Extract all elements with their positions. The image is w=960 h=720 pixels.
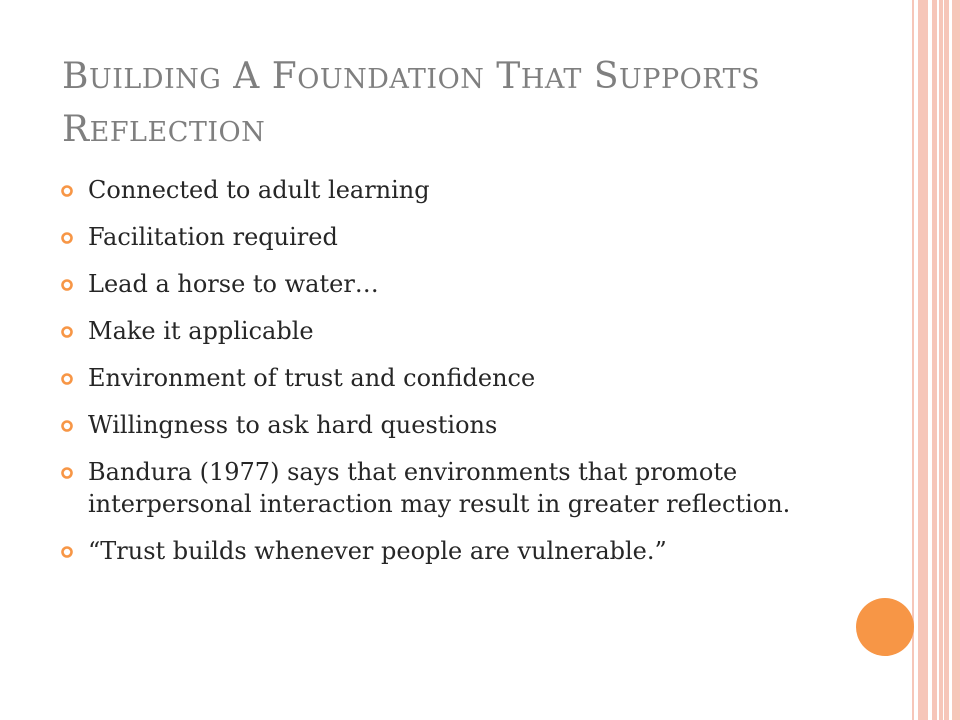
bullet-item: [60, 362, 850, 394]
bullet-text: Facilitation required: [88, 223, 338, 251]
bullet-circle-icon: [60, 325, 74, 339]
bullet-circle-icon: [60, 466, 74, 480]
bullet-text: “Trust builds whenever people are vulnerable.”: [88, 537, 667, 565]
bullet-text: Connected to adult learning: [88, 176, 430, 204]
bullet-text: Lead a horse to water…: [88, 270, 379, 298]
bullet-item: [60, 315, 850, 347]
side-stripe: [943, 0, 944, 720]
bullet-item: [60, 174, 850, 206]
bullet-item: [60, 221, 850, 253]
bullet-item: [60, 456, 850, 520]
bullet-list: [60, 174, 850, 582]
bullet-item: [60, 535, 850, 567]
bullet-circle-icon: [60, 419, 74, 433]
slide-title: BUILDING A FOUNDATION THAT SUPPORTS REFLECTION: [62, 56, 761, 150]
decorative-orange-circle: [856, 598, 914, 656]
bullet-circle-icon: [60, 231, 74, 245]
bullet-item: [60, 268, 850, 300]
side-stripe: [949, 0, 952, 720]
side-stripe: [928, 0, 932, 720]
bullet-circle-icon: [60, 545, 74, 559]
bullet-circle-icon: [60, 184, 74, 198]
side-decorative-bar: [918, 0, 960, 720]
bullet-text: Environment of trust and confidence: [88, 364, 536, 392]
bullet-text: Bandura (1977) says that environments that promote interpersonal interaction may result in greater reflection.: [88, 458, 791, 518]
bullet-circle-icon: [60, 372, 74, 386]
bullet-text: Make it applicable: [88, 317, 314, 345]
bullet-circle-icon: [60, 278, 74, 292]
bullet-item: [60, 409, 850, 441]
bullet-text: Willingness to ask hard questions: [88, 411, 498, 439]
side-accent-line: [912, 0, 914, 720]
side-stripe: [937, 0, 939, 720]
